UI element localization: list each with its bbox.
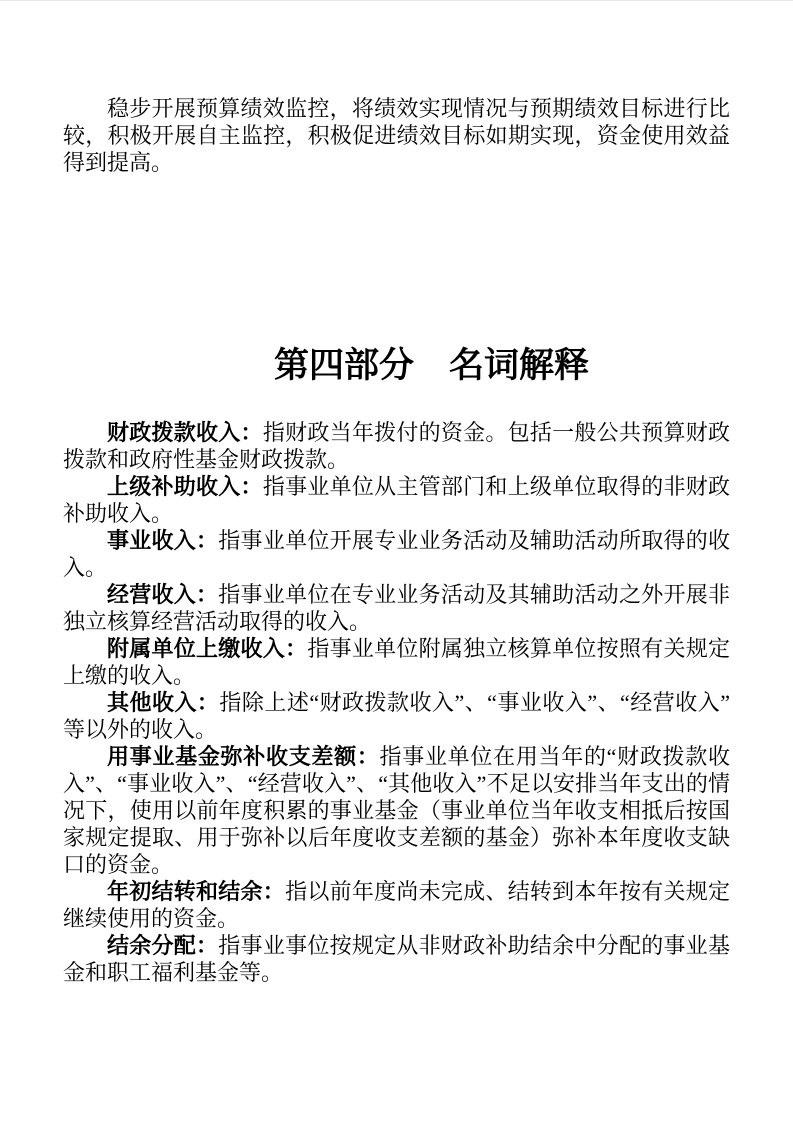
definition-text: 指以前年度尚未完成、结转到本年按有关规定继续使用的资金。 <box>63 879 730 931</box>
intro-paragraph: 稳步开展预算绩效监控，将绩效实现情况与预期绩效目标进行比较，积极开展自主监控，积极促进绩效目标如期实现，资金使用效益得到提高。 <box>63 96 730 175</box>
definition-term: 事业收入： <box>107 528 219 553</box>
definition-paragraph <box>63 689 730 743</box>
page-content <box>63 1 730 986</box>
definitions-list <box>63 419 730 986</box>
definition-text: 指事业单位开展专业业务活动及辅助活动所取得的收入。 <box>63 528 730 580</box>
section-heading: 第四部分 名词解释 <box>273 346 589 385</box>
definition-text: 指事业单位在用当年的“财政拨款收入”、“事业收入”、“经营收入”、“其他收入”不足以安排当年支出的情况下，使用以前年度积累的事业基金（事业单位当年收支相抵后按国家规定提取、用于弥补以后年度收支差额的基金）弥补本年度收支缺口的资金。 <box>63 744 730 877</box>
definition-term: 用事业基金弥补收支差额： <box>107 744 380 769</box>
definition-term: 经营收入： <box>107 582 219 607</box>
definition-term: 上级补助收入： <box>107 474 263 499</box>
definition-text: 指事业单位从主管部门和上级单位取得的非财政补助收入。 <box>63 474 730 526</box>
definition-text: 指除上述“财政拨款收入”、“事业收入”、“经营收入”等以外的收入。 <box>63 690 730 742</box>
definition-paragraph <box>63 635 730 689</box>
definition-term: 结余分配： <box>107 933 219 958</box>
definition-paragraph <box>63 527 730 581</box>
definition-text: 指事业单位在专业业务活动及其辅助活动之外开展非独立核算经营活动取得的收入。 <box>63 582 730 634</box>
definition-text: 指事业事位按规定从非财政补助结余中分配的事业基金和职工福利基金等。 <box>63 933 730 985</box>
definition-paragraph <box>63 932 730 986</box>
definition-term: 财政拨款收入： <box>107 420 263 445</box>
definition-term: 年初结转和结余： <box>107 879 286 904</box>
definition-text: 指事业单位附属独立核算单位按照有关规定上缴的收入。 <box>63 636 730 688</box>
definition-paragraph <box>63 581 730 635</box>
definition-paragraph <box>63 473 730 527</box>
definition-term: 附属单位上缴收入： <box>107 636 308 661</box>
definition-term: 其他收入： <box>107 690 220 715</box>
definition-paragraph <box>63 743 730 878</box>
definition-paragraph <box>63 419 730 473</box>
definition-paragraph <box>63 878 730 932</box>
definition-text: 指财政当年拨付的资金。包括一般公共预算财政拨款和政府性基金财政拨款。 <box>63 420 730 472</box>
